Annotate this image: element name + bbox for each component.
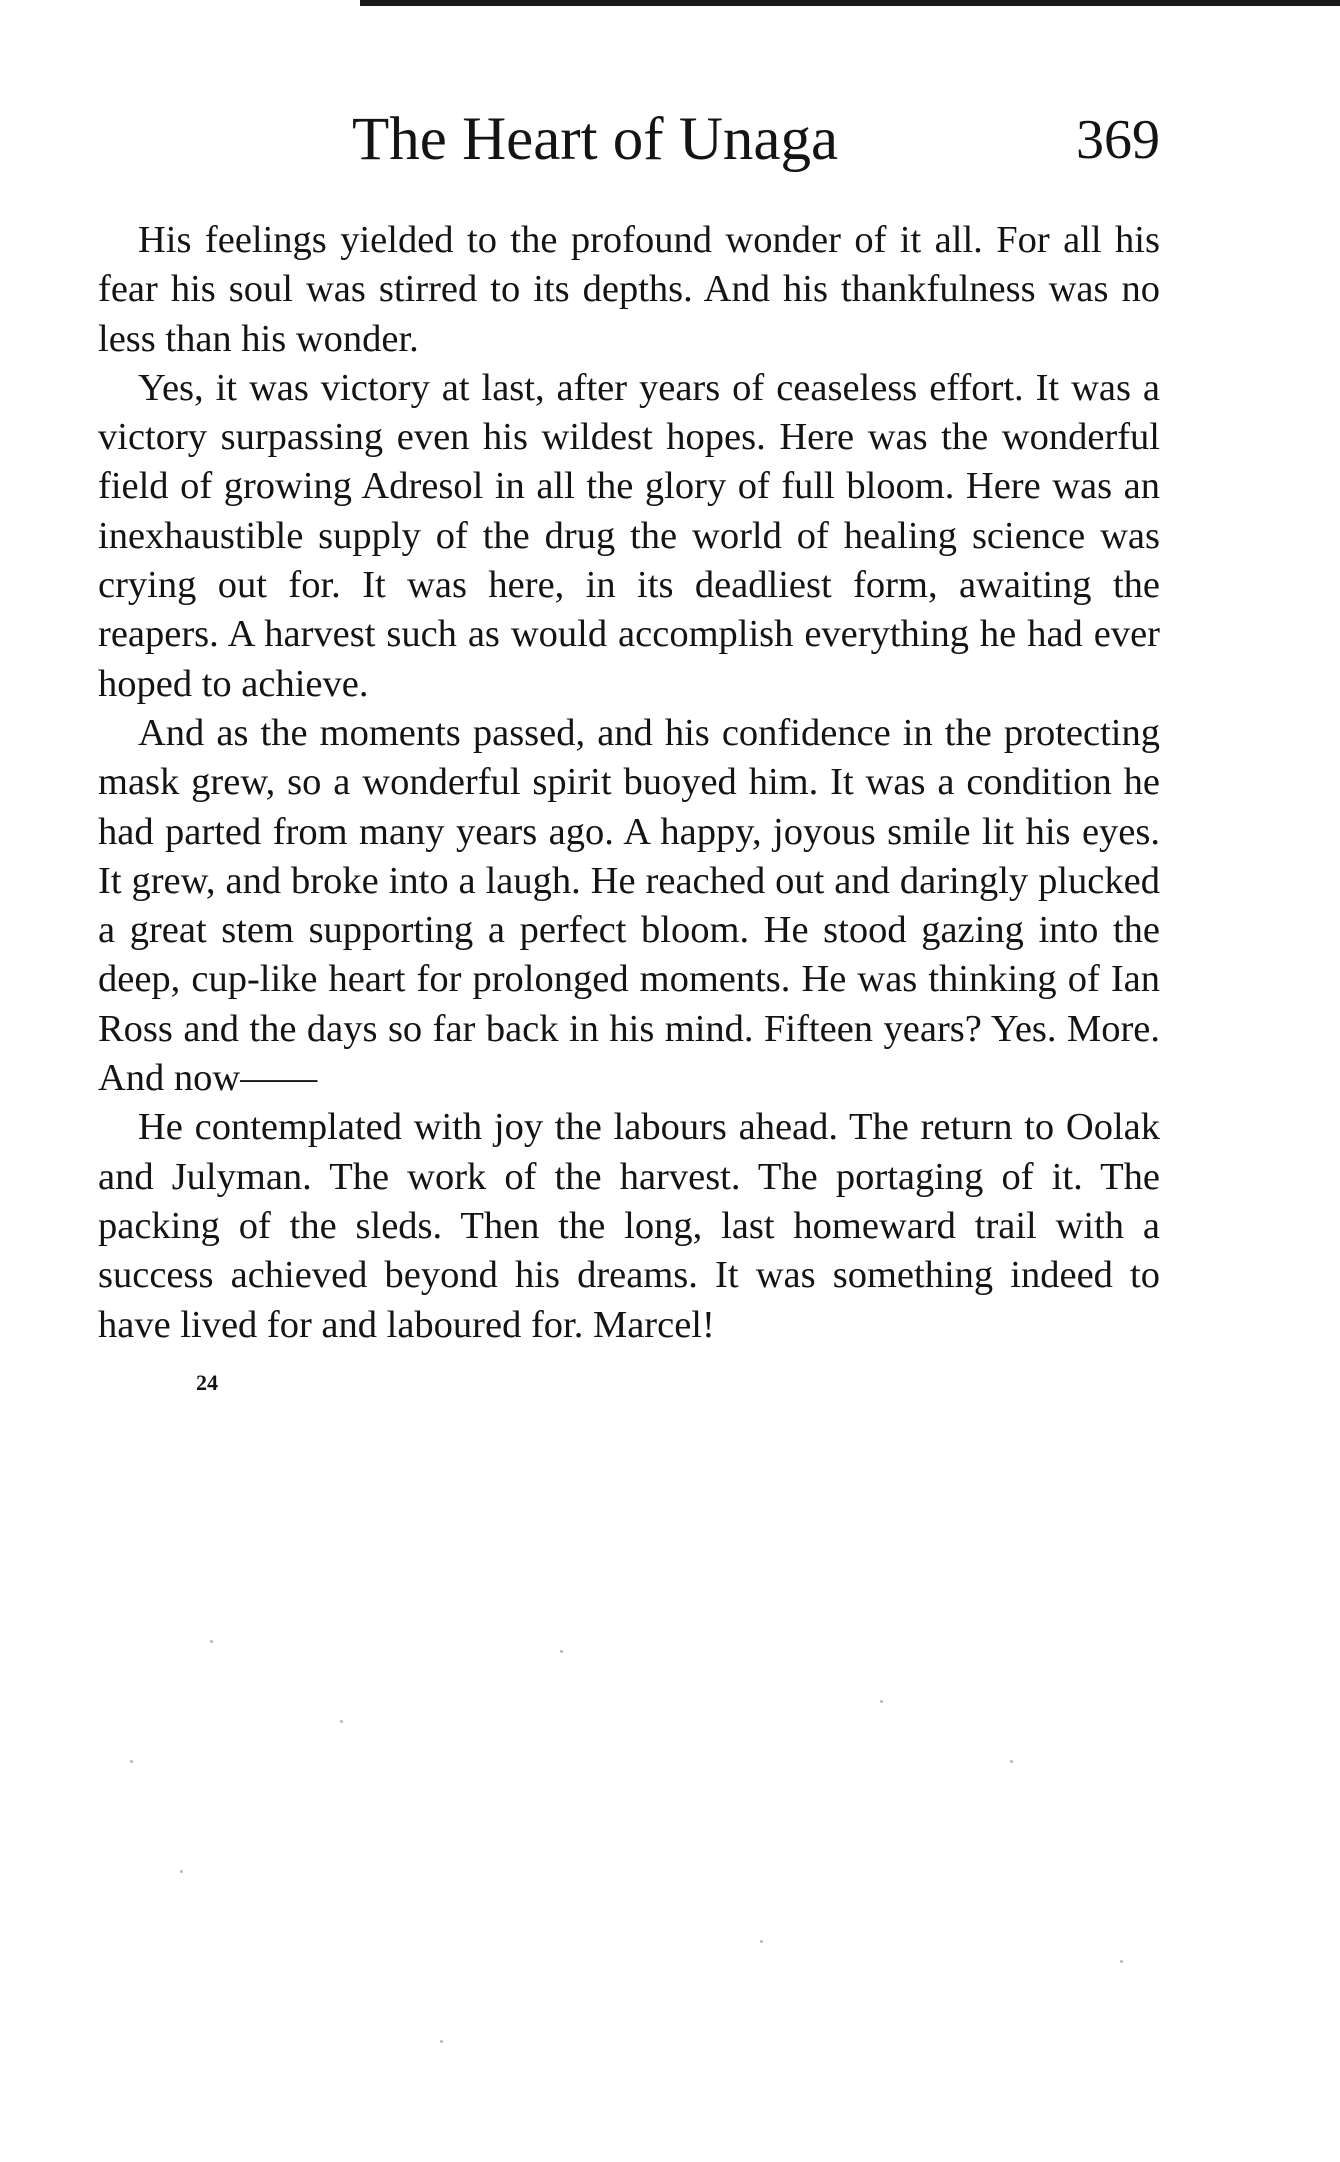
paper-speck — [560, 1650, 563, 1653]
book-page — [98, 100, 1160, 1398]
body-text — [98, 216, 1160, 1350]
top-edge-rule — [360, 0, 1340, 6]
paper-speck — [880, 1700, 883, 1703]
paper-speck — [760, 1940, 763, 1943]
paragraph: He contemplated with joy the labours ahead. The return to Oolak and Julyman. The work of the harvest. The portaging of it. The packing of the sleds. Then the long, last homeward trail with a success achieved beyond his dreams. It was something indeed to have lived for and laboured for. Marcel! — [98, 1106, 1160, 1346]
paper-speck — [210, 1640, 213, 1643]
signature-mark: 24 — [196, 1369, 218, 1395]
paragraph: His feelings yielded to the profound wonder of it all. For all his fear his soul was stirred to its depths. And his thankfulness was no less than his wonder. — [98, 219, 1160, 360]
paragraph: And as the moments passed, and his confidence in the protecting mask grew, so a wonderful spirit buoyed him. It was a condition he had parted from many years ago. A happy, joyous smile lit his eyes. It grew, and broke into a laugh. He reached out and daringly plucked a great stem supporting a perfect bloom. He stood gazing into the deep, cup-like heart for prolonged moments. He was thinking of Ian Ross and the days so far back in his mind. Fifteen years? Yes. More. And now—— — [98, 711, 1160, 1100]
paper-speck — [340, 1720, 343, 1723]
running-head — [98, 100, 1160, 180]
paper-speck — [1010, 1760, 1013, 1763]
paper-speck — [1120, 1960, 1123, 1963]
running-head-title: The Heart of Unaga — [352, 106, 839, 173]
paper-speck — [130, 1760, 133, 1763]
page-number: 369 — [1076, 109, 1160, 171]
paper-speck — [180, 1870, 183, 1873]
paper-speck — [440, 2040, 443, 2043]
paragraph: Yes, it was victory at last, after years of ceaseless effort. It was a victory surpassing even his wildest hopes. Here was the wonderful field of growing Adresol in all the glory of full bloom. Here was an inexhaustible supply of the drug the world of healing science was crying out for. It was here, in its deadliest form, awaiting the reapers. A harvest such as would accomplish everything he had ever hoped to achieve. — [98, 366, 1160, 705]
